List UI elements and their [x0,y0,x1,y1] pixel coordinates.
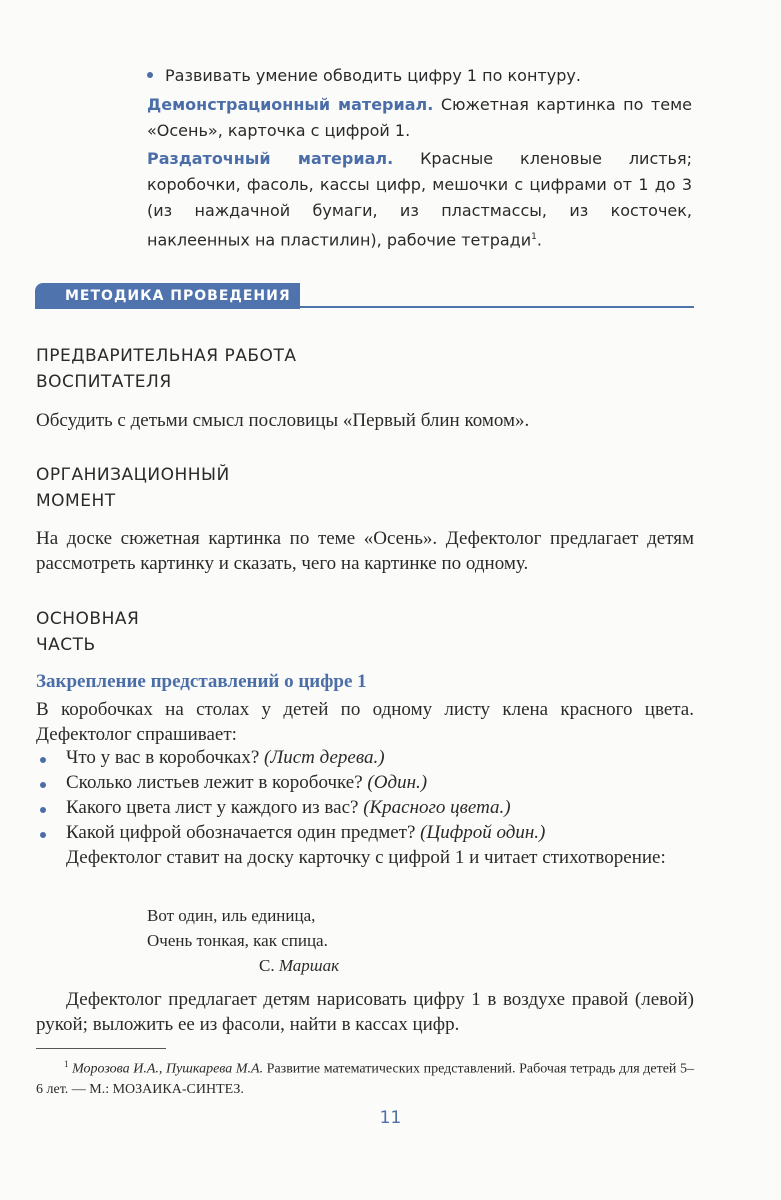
bullet-icon [147,72,153,78]
list-item: Какой цифрой обозначается один предмет? (Цифрой один.) [36,820,694,845]
main-intro-text: В коробочках на столах у детей по одному листу клена красного цвета. Дефектолог спрашивает: [36,699,694,745]
bullet-icon [40,807,46,813]
poem-author: С. Маршак [259,956,340,975]
org-heading: ОРГАНИЗАЦИОННЫЙ МОМЕНТ [36,465,230,511]
bullet-icon [40,782,46,788]
section-divider [35,306,694,308]
footnote-divider [36,1048,166,1049]
org-text: На доске сюжетная картинка по теме «Осень». Дефектолог предлагает детям рассмотреть картинку и сказать, чего на картинке по одному. [36,528,694,574]
list-item: Сколько листьев лежит в коробочке? (Один.) [36,770,694,795]
list-item: Что у вас в коробочках? (Лист дерева.) [36,745,694,770]
handout-label: Раздаточный материал. [147,149,394,168]
bullet-icon [40,757,46,763]
demo-label: Демонстрационный материал. [147,95,434,114]
goal-bullet: Развивать умение обводить цифру 1 по контуру. [147,63,581,89]
after-text: Дефектолог ставит на доску карточку с цифрой 1 и читает стихотворение: [66,847,666,868]
prelim-text: Обсудить с детьми смысл пословицы «Первый блин комом». [36,410,530,431]
bullet-icon [40,832,46,838]
demo-material: Демонстрационный материал. Сюжетная картинка по теме «Осень», карточка с цифрой 1. [147,95,692,140]
closing-text: Дефектолог предлагает детям нарисовать цифру 1 в воздухе правой (левой) рукой; выложить ее из фасоли, найти в кассах цифр. [36,989,694,1035]
subheading: Закрепление представлений о цифре 1 [36,671,367,692]
handout-material: Раздаточный материал. Красные кленовые листья; коробочки, фасоль, кассы цифр, мешочки с цифрами от 1 до 3 (из наждачной бумаги, из пластмассы, из косточек, наклеенных на пластилин), рабочие тетради$^1$. [147,149,692,250]
main-heading: ОСНОВНАЯ ЧАСТЬ [36,609,140,655]
page-number: 11 [379,1108,402,1128]
footnote-mark: 1 [531,232,537,242]
section-tab: МЕТОДИКА ПРОВЕДЕНИЯ [35,283,300,309]
footnote: $^1$ Морозова И.А., Пушкарева М.А. Развитие математических представлений. Рабочая тетрадь для детей 5–6 лет. — М.: МОЗАИКА-СИНТЕЗ. [36,1059,695,1097]
list-item: Какого цвета лист у каждого из вас? (Красного цвета.) [36,795,694,820]
prelim-heading: ПРЕДВАРИТЕЛЬНАЯ РАБОТА ВОСПИТАТЕЛЯ [36,346,297,392]
poem: Вот один, иль единица, Очень тонкая, как спица. С. Маршак [147,903,339,978]
question-list [36,745,694,845]
